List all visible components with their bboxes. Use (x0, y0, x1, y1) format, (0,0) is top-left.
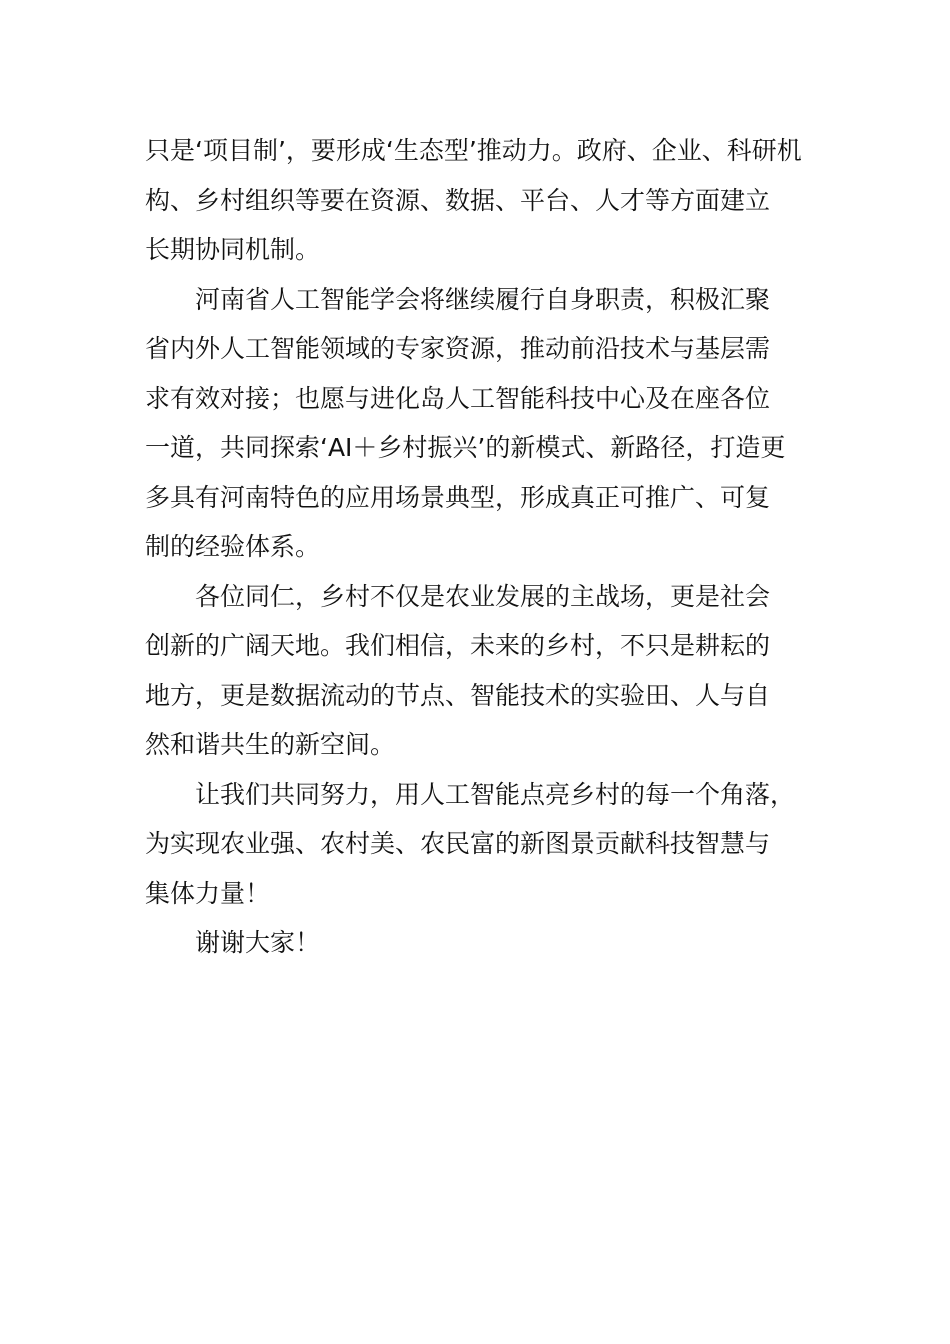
text-line: 让我们共同努力，用人工智能点亮乡村的每一个角落， (195, 779, 796, 809)
text-line: 求有效对接；也愿与进化岛人工智能科技中心及在座各位 (145, 383, 771, 413)
text-line: 各位同仁，乡村不仅是农业发展的主战场，更是社会 (195, 581, 771, 611)
document-body (145, 126, 835, 968)
paragraph-closing (145, 918, 835, 968)
text-line: 为实现农业强、农村美、农民富的新图景贡献科技智慧与 (145, 829, 771, 858)
text-line: 创新的广阔天地。我们相信，未来的乡村，不只是耕耘的 (145, 631, 771, 660)
text-line: 构、乡村组织等要在资源、数据、平台、人才等方面建立 (145, 185, 771, 215)
closing-line: 谢谢大家！ (195, 928, 321, 957)
paragraph-rural-vision (145, 572, 835, 770)
text-line: 地方，更是数据流动的节点、智能技术的实验田、人与自 (145, 680, 771, 710)
text-line: 集体力量！ (145, 878, 271, 908)
text-line: 省内外人工智能领域的专家资源，推动前沿技术与基层需 (145, 334, 771, 363)
text-line: 多具有河南特色的应用场景典型，形成真正可推广、可复 (145, 482, 771, 512)
text-line: 制的经验体系。 (145, 532, 321, 561)
text-line: 只是‘项目制’，要形成‘生态型’推动力。政府、企业、科研机 (145, 136, 802, 165)
paragraph-call-to-action (145, 770, 835, 919)
text-line: 长期协同机制。 (145, 235, 321, 264)
paragraph-continuation (145, 126, 835, 275)
paragraph-academy-commitment (145, 275, 835, 572)
text-line: 河南省人工智能学会将继续履行自身职责，积极汇聚 (195, 284, 771, 314)
text-line: 然和谐共生的新空间。 (145, 730, 396, 759)
text-line: 一道，共同探索‘AI＋乡村振兴’的新模式、新路径，打造更 (145, 433, 786, 462)
